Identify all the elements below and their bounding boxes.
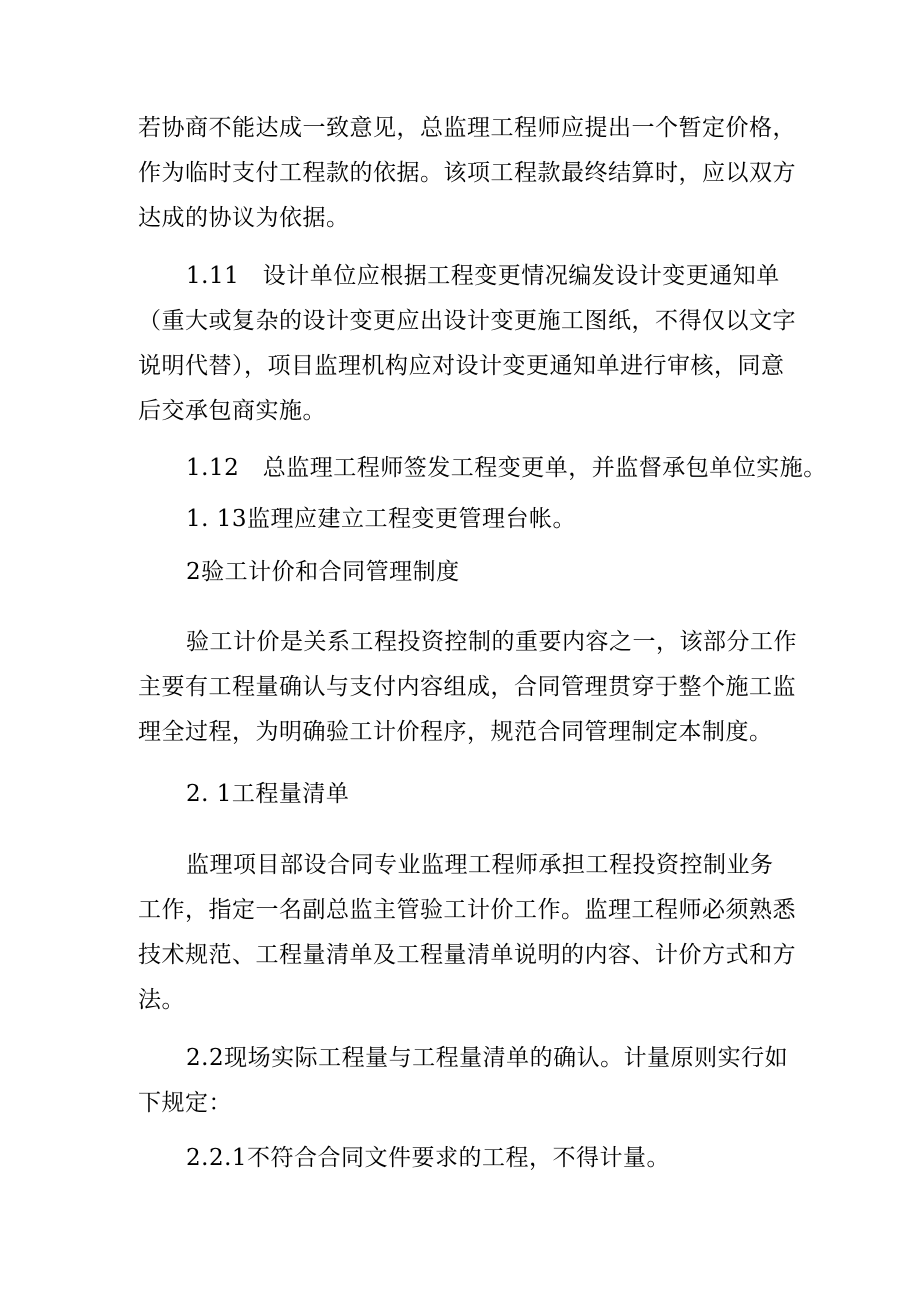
text-line: 作为临时支付工程款的依据。该项工程款最终结算时，应以双方 xyxy=(138,160,796,186)
text-line: 达成的协议为依据。 xyxy=(138,205,350,231)
text-line: 说明代替），项目监理机构应对设计变更通知单进行审核，同意 xyxy=(138,353,785,379)
text-line: 若协商不能达成一致意见，总监理工程师应提出一个暂定价格， xyxy=(138,115,796,141)
paragraph-section-2-1 xyxy=(138,843,796,1023)
text-line: 1.11 设计单位应根据工程变更情况编发设计变更通知单 xyxy=(186,263,780,289)
text-line: （重大或复杂的设计变更应出设计变更施工图纸，不得仅以文字 xyxy=(138,308,796,334)
text-line: 2.2现场实际工程量与工程量清单的确认。计量原则实行如 xyxy=(186,1045,789,1071)
text-line: 2验工计价和合同管理制度 xyxy=(186,559,460,585)
paragraph-1-12 xyxy=(138,446,827,491)
paragraph-2-2-1 xyxy=(138,1136,788,1181)
paragraph-price-agreement xyxy=(138,106,796,241)
text-line: 1. 13监理应建立工程变更管理台帐。 xyxy=(186,506,577,532)
paragraph-1-13 xyxy=(138,497,788,542)
text-line: 主要有工程量确认与支付内容组成，合同管理贯穿于整个施工监 xyxy=(138,674,796,700)
text-line: 下规定： xyxy=(138,1090,232,1116)
paragraph-1-11 xyxy=(138,254,796,434)
section-heading-2-1 xyxy=(138,772,788,817)
text-line: 后交承包商实施。 xyxy=(138,398,326,424)
paragraph-section-2-intro xyxy=(138,620,797,755)
text-line: 法。 xyxy=(138,987,185,1013)
text-line: 2.2.1不符合合同文件要求的工程，不得计量。 xyxy=(186,1145,671,1171)
text-line: 验工计价是关系工程投资控制的重要内容之一，该部分工作 xyxy=(186,629,797,655)
text-line: 工作，指定一名副总监主管验工计价工作。监理工程师必须熟悉 xyxy=(138,897,796,923)
text-line: 理全过程，为明确验工计价程序，规范合同管理制定本制度。 xyxy=(138,719,773,745)
text-line: 监理项目部设合同专业监理工程师承担工程投资控制业务 xyxy=(186,852,774,878)
text-line: 1.12 总监理工程师签发工程变更单，并监督承包单位实施。 xyxy=(186,455,827,481)
text-line: 2. 1工程量清单 xyxy=(186,781,350,807)
text-line: 技术规范、工程量清单及工程量清单说明的内容、计价方式和方 xyxy=(138,942,796,968)
section-heading-2 xyxy=(138,550,788,595)
paragraph-2-2 xyxy=(138,1036,788,1126)
